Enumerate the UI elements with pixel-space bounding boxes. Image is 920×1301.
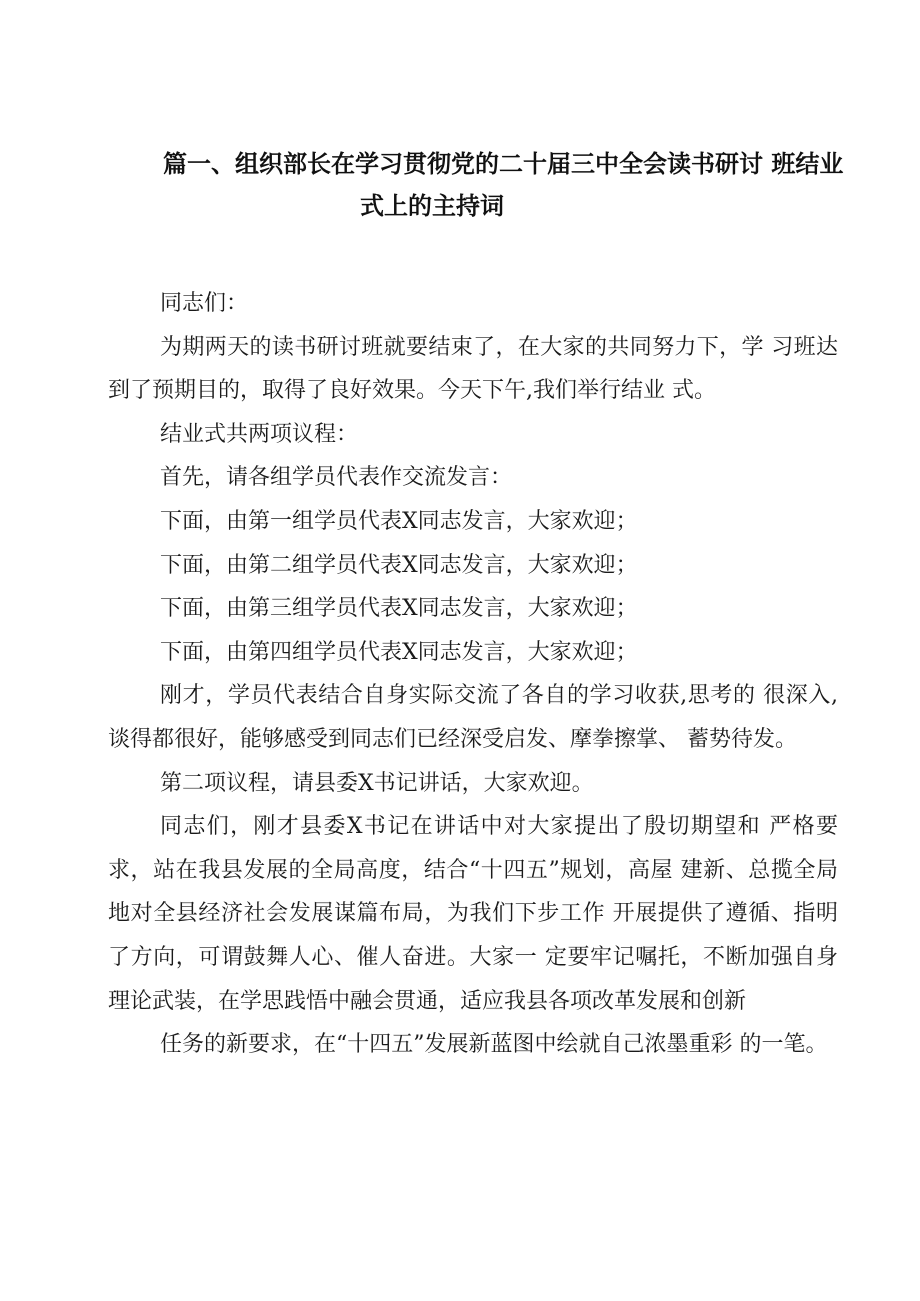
paragraph-group-1: 下面，由第一组学员代表X同志发言，大家欢迎； bbox=[160, 508, 638, 534]
paragraph-first-item: 首先，请各组学员代表作交流发言： bbox=[160, 465, 513, 491]
paragraph-group-3: 下面，由第三组学员代表X同志发言，大家欢迎； bbox=[160, 596, 638, 622]
document-title-line-1: 篇一、组织部长在学习贯彻党的二十届三中全会读书研讨 班结业 bbox=[163, 150, 844, 178]
paragraph-intro: 为期两天的读书研讨班就要结束了，在大家的共同努力下，学 习班达到了预期目的，取得了良好效果。今天下午,我们举行结业 式。 bbox=[108, 334, 838, 404]
paragraph-group-4: 下面，由第四组学员代表X同志发言，大家欢迎； bbox=[160, 639, 638, 665]
paragraph-second-item: 第二项议程，请县委X书记讲话，大家欢迎。 bbox=[160, 770, 594, 796]
paragraph-closing-continued: 任务的新要求，在“十四五”发展新蓝图中绘就自己浓墨重彩 的一笔。 bbox=[160, 1032, 828, 1058]
paragraph-summary: 刚才，学员代表结合自身实际交流了各自的学习收获,思考的 很深入,谈得都很好，能够感受到同志们已经深受启发、摩拳擦掌、 蓄势待发。 bbox=[108, 683, 838, 752]
paragraph-agenda: 结业式共两项议程： bbox=[160, 421, 359, 447]
salutation: 同志们： bbox=[160, 291, 249, 316]
paragraph-closing: 同志们，刚才县委X书记在讲话中对大家提出了殷切期望和 严格要求，站在我县发展的全局高度，结合“十四五”规划，高屋 建新、总揽全局地对全县经济社会发展谋篇布局，为我们下步工作 开展提供了遵循、指明了方向，可谓鼓舞人心、催人奋进。大家一 定要牢记嘱托，不断加强自身理论武装，在学思践悟中融会贯通，适应我县各项改革发展和创新 bbox=[108, 814, 838, 1014]
document-body bbox=[108, 282, 838, 1067]
paragraph-group-2: 下面，由第二组学员代表X同志发言，大家欢迎； bbox=[160, 552, 638, 578]
document-title-line-2: 式上的主持词 bbox=[360, 192, 504, 220]
